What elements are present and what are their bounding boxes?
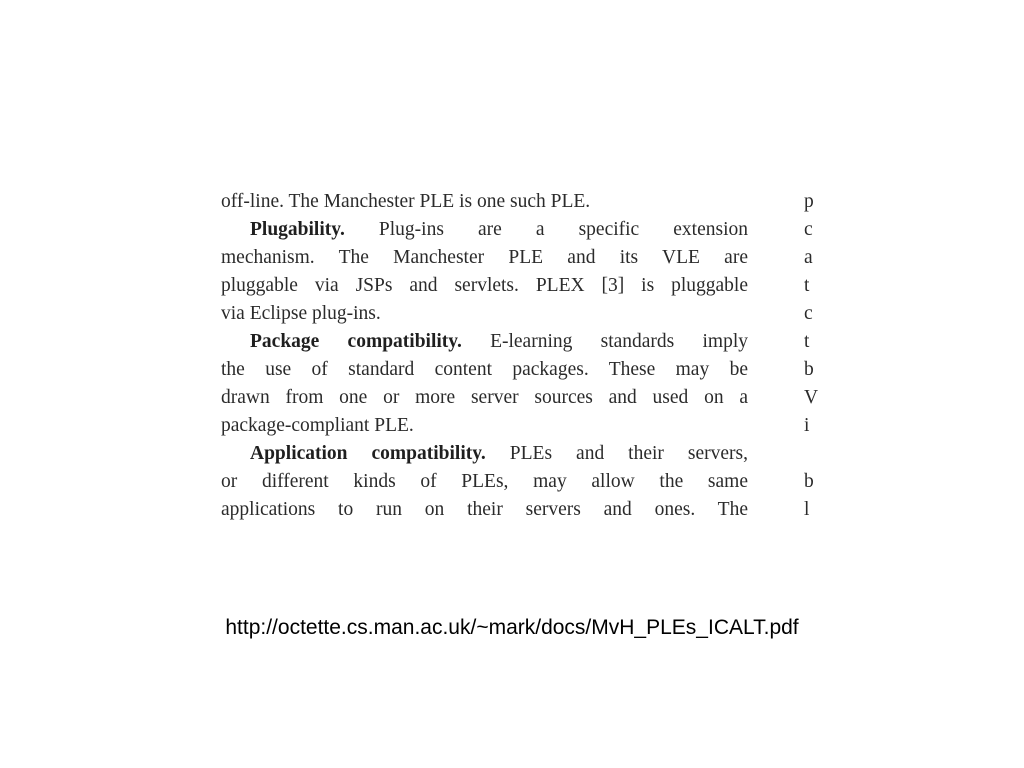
paper-line [221,412,748,440]
paper-line-text: via Eclipse plug-ins. [221,303,381,324]
paper-right-column-fragment [804,188,819,524]
fragment-letter: l [804,499,810,520]
paper-line-text: pluggable via JSPs and servlets. PLEX [3] is pluggable [221,275,748,296]
fragment-letter: a [804,247,813,268]
paper-line [221,328,748,356]
paper-line [221,244,748,272]
paper-line-text: Plug-ins are a specific extension [378,219,749,240]
paper-line-text: the use of standard content packages. These may be [221,359,748,380]
paper-line-text: package-compliant PLE. [221,415,414,436]
paper-line-text: applications to run on their servers and ones. The [221,499,748,520]
fragment-letter: b [804,471,814,492]
fragment-letter: c [804,219,813,240]
paper-line [221,440,748,468]
paper-line [221,188,748,216]
fragment-letter: t [804,331,810,352]
source-url-caption: http://octette.cs.man.ac.uk/~mark/docs/MvH_PLEs_ICALT.pdf [225,616,799,639]
paper-line [221,468,748,496]
paper-line-text: or different kinds of PLEs, may allow the same [221,471,748,492]
paper-line [221,216,748,244]
paper-line [221,356,748,384]
paper-line-text: E-learning standards imply [490,331,748,352]
paper-line-text: drawn from one or more server sources and used on a [221,387,748,408]
fragment-letter: c [804,303,813,324]
paper-main-column [221,188,748,524]
paper-line [221,384,748,412]
paper-line-text: off-line. The Manchester PLE is one such PLE. [221,191,591,212]
fragment-letter: t [804,275,810,296]
paragraph-heading: Plugability. [250,219,345,240]
paper-line-text: mechanism. The Manchester PLE and its VLE are [221,247,748,268]
fragment-letter: b [804,359,814,380]
paragraph-heading: Package compatibility. [250,331,462,352]
fragment-letter [804,440,816,468]
fragment-letter: V [804,387,819,408]
fragment-letter: i [804,415,810,436]
paper-line [221,272,748,300]
fragment-letter: p [804,191,814,212]
paper-line [221,496,748,524]
paragraph-heading: Application compatibility. [250,443,486,464]
paper-line [221,300,748,328]
paper-excerpt-image [221,191,819,520]
paper-line-text: PLEs and their servers, [509,443,748,464]
